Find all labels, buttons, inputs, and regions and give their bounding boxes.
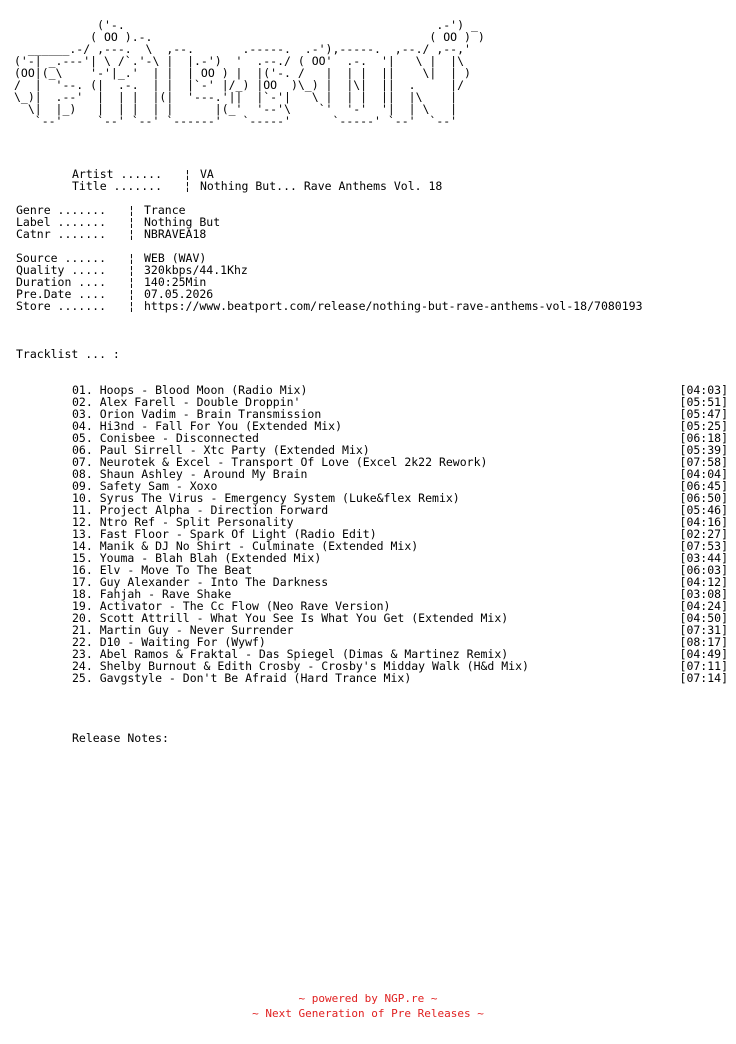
field-separator: ¦ xyxy=(128,287,135,301)
logo-line: / | '--. (| .-. | | |`-' |/_) |OO )\_) | |\| || . |/ xyxy=(14,78,465,92)
field-value: Trance xyxy=(144,203,186,217)
track-duration: [04:24] xyxy=(679,599,728,613)
field-value: Nothing But... Rave Anthems Vol. 18 xyxy=(200,179,443,193)
track-duration: [02:27] xyxy=(679,527,728,541)
logo-line: (OO|(_\ '-'|_.' | | | OO ) | |('-. / | | | || \| | ) xyxy=(14,66,471,80)
track-duration: [04:03] xyxy=(679,383,728,397)
logo-line: ( OO ).-. ( OO ) ) xyxy=(14,30,485,44)
track-duration: [06:45] xyxy=(679,479,728,493)
field-label: Catnr ....... xyxy=(16,227,107,241)
track-title: 15. Youma - Blah Blah (Extended Mix) xyxy=(72,551,322,565)
track-title: 07. Neurotek & Excel - Transport Of Love (Excel 2k22 Rework) xyxy=(72,455,488,469)
track-title: 06. Paul Sirrell - Xtc Party (Extended Mix) xyxy=(72,443,370,457)
field-value: 140:25Min xyxy=(144,275,207,289)
track-title: 11. Project Alpha - Direction Forward xyxy=(72,503,329,517)
track-title: 18. Fahjah - Rave Shake xyxy=(72,587,232,601)
logo-line: ______.-/ ,---. \ ,--. .-----. .-'),-----. ,--./ ,--,' xyxy=(14,42,471,56)
field-label: Genre ....... xyxy=(16,203,107,217)
track-title: 17. Guy Alexander - Into The Darkness xyxy=(72,575,329,589)
track-title: 01. Hoops - Blood Moon (Radio Mix) xyxy=(72,383,308,397)
track-duration: [06:50] xyxy=(679,491,728,505)
track-duration: [04:50] xyxy=(679,611,728,625)
tracklist-label: Tracklist ... : xyxy=(16,347,120,361)
field-label: Pre.Date .... xyxy=(16,287,107,301)
logo-line: \_)| .--' | | | |(| '---.'|| |`-'| \ | | | || |\ | xyxy=(14,90,458,104)
track-duration: [07:58] xyxy=(679,455,728,469)
track-title: 05. Conisbee - Disconnected xyxy=(72,431,259,445)
track-title: 02. Alex Farell - Double Droppin' xyxy=(72,395,301,409)
track-duration: [04:12] xyxy=(679,575,728,589)
field-label: Artist ...... xyxy=(72,167,163,181)
field-separator: ¦ xyxy=(184,179,191,193)
track-duration: [04:16] xyxy=(679,515,728,529)
track-duration: [05:46] xyxy=(679,503,728,517)
field-label: Title ....... xyxy=(72,179,163,193)
field-value: 07.05.2026 xyxy=(144,287,214,301)
track-duration: [07:53] xyxy=(679,539,728,553)
track-duration: [06:18] xyxy=(679,431,728,445)
track-title: 25. Gavgstyle - Don't Be Afraid (Hard Trance Mix) xyxy=(72,671,412,685)
field-value: https://www.beatport.com/release/nothing-but-rave-anthems-vol-18/7080193 xyxy=(144,299,643,313)
track-title: 14. Manik & DJ No Shirt - Culminate (Extended Mix) xyxy=(72,539,419,553)
track-title: 12. Ntro Ref - Split Personality xyxy=(72,515,294,529)
track-duration: [03:44] xyxy=(679,551,728,565)
track-title: 21. Martin Guy - Never Surrender xyxy=(72,623,294,637)
field-separator: ¦ xyxy=(128,299,135,313)
track-title: 03. Orion Vadim - Brain Transmission xyxy=(72,407,322,421)
field-separator: ¦ xyxy=(128,203,135,217)
track-duration: [03:08] xyxy=(679,587,728,601)
footer-tagline: ~ Next Generation of Pre Releases ~ xyxy=(252,1007,484,1020)
field-value: 320kbps/44.1Khz xyxy=(144,263,248,277)
field-value: NBRAVEA18 xyxy=(144,227,207,241)
track-title: 13. Fast Floor - Spark Of Light (Radio Edit) xyxy=(72,527,377,541)
track-title: 08. Shaun Ashley - Around My Brain xyxy=(72,467,308,481)
logo-line: ('-. .-') _ xyxy=(14,18,478,32)
field-label: Label ....... xyxy=(16,215,107,229)
track-title: 10. Syrus The Virus - Emergency System (Luke&flex Remix) xyxy=(72,491,460,505)
field-label: Source ...... xyxy=(16,251,107,265)
field-separator: ¦ xyxy=(128,263,135,277)
track-title: 09. Safety Sam - Xoxo xyxy=(72,479,218,493)
ascii-logo xyxy=(14,18,534,130)
track-duration: [07:14] xyxy=(679,671,728,685)
track-title: 23. Abel Ramos & Fraktal - Das Spiegel (Dimas & Martinez Remix) xyxy=(72,647,509,661)
track-duration: [05:47] xyxy=(679,407,728,421)
track-title: 22. D10 - Waiting For (Wywf) xyxy=(72,635,266,649)
track-duration: [04:04] xyxy=(679,467,728,481)
field-separator: ¦ xyxy=(184,167,191,181)
field-label: Quality ..... xyxy=(16,263,107,277)
track-duration: [06:03] xyxy=(679,563,728,577)
field-separator: ¦ xyxy=(128,215,135,229)
track-title: 19. Activator - The Cc Flow (Neo Rave Version) xyxy=(72,599,391,613)
field-separator: ¦ xyxy=(128,251,135,265)
footer-powered-by: ~ powered by NGP.re ~ xyxy=(298,992,438,1005)
field-value: WEB (WAV) xyxy=(144,251,207,265)
field-separator: ¦ xyxy=(128,227,135,241)
field-label: Store ....... xyxy=(16,299,107,313)
track-title: 20. Scott Attrill - What You See Is What You Get (Extended Mix) xyxy=(72,611,509,625)
track-duration: [05:51] xyxy=(679,395,728,409)
track-duration: [07:31] xyxy=(679,623,728,637)
track-title: 04. Hi3nd - Fall For You (Extended Mix) xyxy=(72,419,343,433)
track-title: 16. Elv - Move To The Beat xyxy=(72,563,253,577)
logo-line: ('-| _.---'| \ /`.'-\ | |.-') ' .--./ ( OO' .-. '| \ | |\ xyxy=(14,54,465,68)
field-label: Duration .... xyxy=(16,275,107,289)
logo-line: `--' `--' `--' `------' `-----' `-----' `--' `--' xyxy=(14,114,458,128)
track-duration: [08:17] xyxy=(679,635,728,649)
field-value: Nothing But xyxy=(144,215,221,229)
track-duration: [05:39] xyxy=(679,443,728,457)
track-duration: [04:49] xyxy=(679,647,728,661)
track-duration: [05:25] xyxy=(679,419,728,433)
track-title: 24. Shelby Burnout & Edith Crosby - Crosby's Midday Walk (H&d Mix) xyxy=(72,659,529,673)
field-value: VA xyxy=(200,167,214,181)
field-separator: ¦ xyxy=(128,275,135,289)
release-notes-label: Release Notes: xyxy=(72,731,169,745)
track-duration: [07:11] xyxy=(679,659,728,673)
logo-line: \| |_) | | | | | |(_' '--'\ `' '-' '| | \ | xyxy=(14,102,458,116)
